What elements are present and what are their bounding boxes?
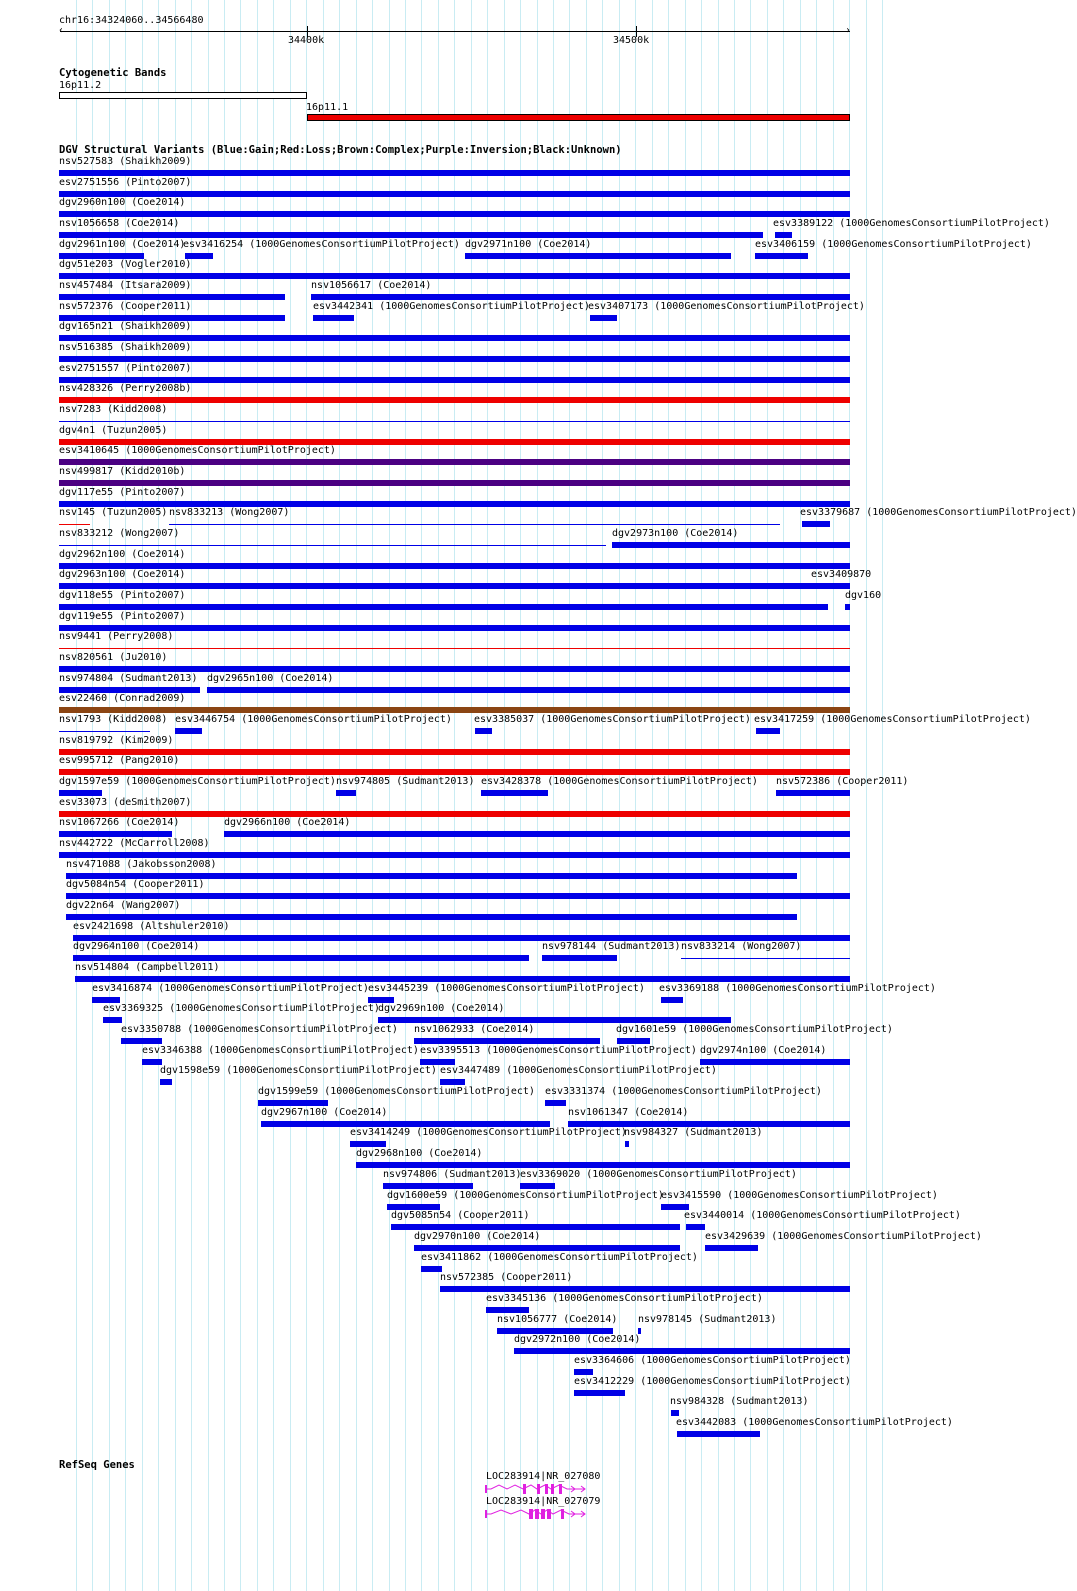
dgv-feature-bar[interactable]	[59, 625, 850, 631]
dgv-feature-bar[interactable]	[59, 790, 102, 796]
dgv-feature-label[interactable]: nsv457484 (Itsara2009)	[59, 280, 192, 291]
dgv-feature-bar[interactable]	[59, 666, 850, 672]
dgv-feature-label[interactable]: dgv160	[845, 590, 882, 601]
dgv-feature-label[interactable]: nsv978145 (Sudmant2013)	[638, 1314, 777, 1325]
dgv-feature-label[interactable]: nsv9441 (Perry2008)	[59, 631, 174, 642]
dgv-feature-bar[interactable]	[574, 1390, 625, 1396]
dgv-feature-bar[interactable]	[59, 480, 850, 486]
dgv-feature-bar[interactable]	[414, 1038, 600, 1044]
dgv-track-title[interactable]: DGV Structural Variants (Blue:Gain;Red:Loss;Brown:Complex;Purple:Inversion;Black:Unknown)	[59, 144, 622, 156]
dgv-feature-bar[interactable]	[440, 1286, 850, 1292]
dgv-feature-label[interactable]: nsv442722 (McCarroll2008)	[59, 838, 210, 849]
dgv-feature-label[interactable]: dgv1599e59 (1000GenomesConsortiumPilotProject)	[258, 1086, 535, 1097]
dgv-feature-label[interactable]: dgv165n21 (Shaikh2009)	[59, 321, 192, 332]
dgv-feature-bar[interactable]	[169, 524, 780, 525]
ruler-right-arrow: ›	[845, 25, 852, 36]
dgv-feature-label[interactable]: esv2751557 (Pinto2007)	[59, 363, 192, 374]
dgv-feature-bar[interactable]	[677, 1431, 760, 1437]
dgv-feature-bar[interactable]	[59, 211, 850, 217]
dgv-feature-bar[interactable]	[59, 583, 850, 589]
dgv-feature-label[interactable]: esv3429639 (1000GenomesConsortiumPilotProject)	[705, 1231, 982, 1242]
dgv-feature-label[interactable]: nsv1062933 (Coe2014)	[414, 1024, 535, 1035]
gene-label[interactable]: LOC283914|NR_027080	[486, 1471, 601, 1482]
dgv-feature-bar[interactable]	[258, 1100, 328, 1106]
dgv-feature-bar[interactable]	[66, 914, 797, 920]
dgv-feature-label[interactable]: dgv2964n100 (Coe2014)	[73, 941, 200, 952]
dgv-feature-label[interactable]: nsv833212 (Wong2007)	[59, 528, 180, 539]
dgv-feature-label[interactable]: dgv1601e59 (1000GenomesConsortiumPilotProject)	[616, 1024, 893, 1035]
dgv-feature-label[interactable]: esv3428378 (1000GenomesConsortiumPilotProject)	[481, 776, 758, 787]
cytoband-label[interactable]: 16p11.1	[306, 102, 349, 113]
dgv-feature-bar[interactable]	[59, 421, 850, 422]
dgv-feature-label[interactable]: nsv572386 (Cooper2011)	[776, 776, 909, 787]
dgv-feature-label[interactable]: nsv820561 (Ju2010)	[59, 652, 168, 663]
dgv-feature-label[interactable]: esv995712 (Pang2010)	[59, 755, 180, 766]
gene-model-nr-027080[interactable]	[485, 1482, 589, 1496]
dgv-feature-label[interactable]: dgv2970n100 (Coe2014)	[414, 1231, 541, 1242]
dgv-feature-bar[interactable]	[121, 1038, 162, 1044]
dgv-feature-label[interactable]: nsv471088 (Jakobsson2008)	[66, 859, 217, 870]
dgv-feature-label[interactable]: esv3364606 (1000GenomesConsortiumPilotProject)	[574, 1355, 851, 1366]
dgv-feature-bar[interactable]	[755, 253, 808, 259]
ruler-tick-label: 34400k	[288, 35, 325, 46]
cytoband-16p11-1[interactable]	[307, 114, 850, 121]
ruler-axis	[60, 31, 850, 32]
dgv-feature-label[interactable]: esv3369020 (1000GenomesConsortiumPilotProject)	[520, 1169, 797, 1180]
dgv-feature-label[interactable]: esv2421698 (Altshuler2010)	[73, 921, 230, 932]
dgv-feature-bar[interactable]	[414, 1245, 680, 1251]
dgv-feature-bar[interactable]	[802, 521, 830, 527]
ruler-region-label: chr16:34324060..34566480	[59, 15, 204, 26]
dgv-feature-bar[interactable]	[59, 294, 285, 300]
dgv-feature-bar[interactable]	[440, 1079, 465, 1085]
dgv-feature-label[interactable]: dgv1600e59 (1000GenomesConsortiumPilotProject)	[387, 1190, 664, 1201]
dgv-feature-label[interactable]: nsv516385 (Shaikh2009)	[59, 342, 192, 353]
dgv-feature-bar[interactable]	[59, 170, 850, 176]
dgv-feature-bar[interactable]	[625, 1141, 629, 1147]
dgv-feature-bar[interactable]	[356, 1162, 850, 1168]
ruler-left-arrow: ‹	[58, 25, 65, 36]
dgv-feature-label[interactable]: esv3410645 (1000GenomesConsortiumPilotProject)	[59, 445, 336, 456]
dgv-feature-label[interactable]: dgv4n1 (Tuzun2005)	[59, 425, 168, 436]
dgv-feature-label[interactable]: esv3447489 (1000GenomesConsortiumPilotProject)	[440, 1065, 717, 1076]
dgv-feature-bar[interactable]	[590, 315, 617, 321]
dgv-feature-label[interactable]: nsv1056617 (Coe2014)	[311, 280, 432, 291]
dgv-feature-label[interactable]: esv3442083 (1000GenomesConsortiumPilotProject)	[676, 1417, 953, 1428]
dgv-feature-label[interactable]: dgv2967n100 (Coe2014)	[261, 1107, 388, 1118]
dgv-feature-bar[interactable]	[383, 1183, 473, 1189]
dgv-feature-label[interactable]: esv3331374 (1000GenomesConsortiumPilotProject)	[545, 1086, 822, 1097]
dgv-feature-label[interactable]: dgv119e55 (Pinto2007)	[59, 611, 186, 622]
dgv-feature-label[interactable]: esv3369325 (1000GenomesConsortiumPilotProject)	[103, 1003, 380, 1014]
dgv-feature-label[interactable]: nsv819792 (Kim2009)	[59, 735, 174, 746]
dgv-feature-bar[interactable]	[103, 1017, 122, 1023]
dgv-feature-bar[interactable]	[421, 1266, 442, 1272]
dgv-feature-bar[interactable]	[350, 1141, 386, 1147]
ruler-tick-label: 34500k	[613, 35, 650, 46]
dgv-feature-bar[interactable]	[59, 459, 850, 465]
dgv-feature-bar[interactable]	[336, 790, 356, 796]
dgv-feature-label[interactable]: nsv978144 (Sudmant2013)	[542, 941, 681, 952]
dgv-feature-label[interactable]: esv3350788 (1000GenomesConsortiumPilotProject)	[121, 1024, 398, 1035]
dgv-feature-bar[interactable]	[59, 397, 850, 403]
dgv-feature-bar[interactable]	[59, 273, 850, 279]
dgv-feature-label[interactable]: nsv1061347 (Coe2014)	[568, 1107, 689, 1118]
dgv-feature-bar[interactable]	[486, 1307, 529, 1313]
dgv-feature-label[interactable]: esv3369188 (1000GenomesConsortiumPilotProject)	[659, 983, 936, 994]
dgv-feature-label[interactable]: dgv2968n100 (Coe2014)	[356, 1148, 483, 1159]
dgv-feature-bar[interactable]	[686, 1224, 705, 1230]
dgv-feature-label[interactable]: dgv2963n100 (Coe2014)	[59, 569, 186, 580]
dgv-feature-bar[interactable]	[776, 790, 850, 796]
dgv-feature-bar[interactable]	[313, 315, 354, 321]
dgv-feature-label[interactable]: dgv2974n100 (Coe2014)	[700, 1045, 827, 1056]
dgv-feature-label[interactable]: nsv514804 (Campbell2011)	[75, 962, 220, 973]
dgv-feature-label[interactable]: nsv974804 (Sudmant2013)	[59, 673, 198, 684]
dgv-feature-label[interactable]: esv3385037 (1000GenomesConsortiumPilotProject)	[474, 714, 751, 725]
dgv-feature-label[interactable]: esv3406159 (1000GenomesConsortiumPilotProject)	[755, 239, 1032, 250]
dgv-feature-bar[interactable]	[59, 648, 850, 649]
dgv-feature-label[interactable]: esv3445239 (1000GenomesConsortiumPilotProject)	[368, 983, 645, 994]
dgv-feature-bar[interactable]	[545, 1100, 566, 1106]
dgv-feature-bar[interactable]	[391, 1224, 680, 1230]
dgv-feature-label[interactable]: dgv1597e59 (1000GenomesConsortiumPilotProject)	[59, 776, 336, 787]
dgv-feature-bar[interactable]	[59, 831, 172, 837]
dgv-feature-bar[interactable]	[59, 335, 850, 341]
dgv-feature-label[interactable]: nsv1056658 (Coe2014)	[59, 218, 180, 229]
dgv-feature-bar[interactable]	[59, 524, 90, 525]
dgv-feature-bar[interactable]	[520, 1183, 555, 1189]
dgv-feature-label[interactable]: esv2751556 (Pinto2007)	[59, 177, 192, 188]
dgv-feature-label[interactable]: nsv984327 (Sudmant2013)	[624, 1127, 763, 1138]
dgv-feature-bar[interactable]	[59, 707, 850, 713]
dgv-feature-label[interactable]: nsv1793 (Kidd2008)	[59, 714, 168, 725]
dgv-feature-bar[interactable]	[465, 253, 731, 259]
dgv-feature-label[interactable]: esv3389122 (1000GenomesConsortiumPilotProject)	[773, 218, 1050, 229]
dgv-feature-label[interactable]: esv3446754 (1000GenomesConsortiumPilotProject)	[175, 714, 452, 725]
dgv-feature-bar[interactable]	[59, 356, 850, 362]
dgv-feature-bar[interactable]	[59, 852, 850, 858]
dgv-feature-label[interactable]: nsv1056777 (Coe2014)	[497, 1314, 618, 1325]
dgv-feature-label[interactable]: esv3442341 (1000GenomesConsortiumPilotProject)	[313, 301, 590, 312]
dgv-feature-label[interactable]: nsv428326 (Perry2008b)	[59, 383, 192, 394]
dgv-feature-label[interactable]: nsv572376 (Cooper2011)	[59, 301, 192, 312]
dgv-feature-label[interactable]: esv3440014 (1000GenomesConsortiumPilotProject)	[684, 1210, 961, 1221]
dgv-feature-bar[interactable]	[612, 542, 850, 548]
dgv-feature-label[interactable]: nsv7283 (Kidd2008)	[59, 404, 168, 415]
dgv-feature-bar[interactable]	[671, 1410, 679, 1416]
dgv-feature-bar[interactable]	[75, 976, 850, 982]
dgv-feature-label[interactable]: dgv5085n54 (Cooper2011)	[391, 1210, 530, 1221]
dgv-feature-label[interactable]: dgv2973n100 (Coe2014)	[612, 528, 739, 539]
gene-label[interactable]: LOC283914|NR_027079	[486, 1496, 601, 1507]
dgv-feature-label[interactable]: nsv974805 (Sudmant2013)	[336, 776, 475, 787]
dgv-feature-label[interactable]: dgv2962n100 (Coe2014)	[59, 549, 186, 560]
dgv-feature-label[interactable]: esv3416874 (1000GenomesConsortiumPilotProject)	[92, 983, 369, 994]
dgv-feature-bar[interactable]	[59, 731, 150, 732]
dgv-feature-label[interactable]: esv3379687 (1000GenomesConsortiumPilotProject)	[800, 507, 1077, 518]
dgv-feature-label[interactable]: nsv984328 (Sudmant2013)	[670, 1396, 809, 1407]
dgv-feature-label[interactable]: esv3415590 (1000GenomesConsortiumPilotProject)	[661, 1190, 938, 1201]
dgv-feature-bar[interactable]	[475, 728, 492, 734]
dgv-feature-label[interactable]: nsv833213 (Wong2007)	[169, 507, 290, 518]
dgv-feature-bar[interactable]	[142, 1059, 162, 1065]
dgv-feature-bar[interactable]	[73, 955, 529, 961]
dgv-feature-label[interactable]: esv3395513 (1000GenomesConsortiumPilotProject)	[420, 1045, 697, 1056]
dgv-feature-bar[interactable]	[775, 232, 792, 238]
dgv-feature-label[interactable]: dgv117e55 (Pinto2007)	[59, 487, 186, 498]
dgv-feature-bar[interactable]	[617, 1038, 650, 1044]
dgv-feature-label[interactable]: esv3414249 (1000GenomesConsortiumPilotProject)	[350, 1127, 627, 1138]
dgv-feature-label[interactable]: nsv145 (Tuzun2005)	[59, 507, 168, 518]
dgv-feature-label[interactable]: esv3407173 (1000GenomesConsortiumPilotProject)	[588, 301, 865, 312]
dgv-feature-label[interactable]: esv3346388 (1000GenomesConsortiumPilotProject)	[142, 1045, 419, 1056]
dgv-feature-label[interactable]: nsv974806 (Sudmant2013)	[383, 1169, 522, 1180]
dgv-feature-bar[interactable]	[705, 1245, 758, 1251]
dgv-feature-bar[interactable]	[160, 1079, 172, 1085]
dgv-feature-bar[interactable]	[59, 769, 850, 775]
gene-model-nr-027079[interactable]	[485, 1507, 589, 1521]
dgv-feature-label[interactable]: nsv833214 (Wong2007)	[681, 941, 802, 952]
dgv-feature-bar[interactable]	[574, 1369, 593, 1375]
dgv-feature-label[interactable]: dgv2972n100 (Coe2014)	[514, 1334, 641, 1345]
dgv-feature-bar[interactable]	[661, 997, 683, 1003]
dgv-feature-label[interactable]: esv3416254 (1000GenomesConsortiumPilotProject)	[183, 239, 460, 250]
dgv-feature-label[interactable]: esv3417259 (1000GenomesConsortiumPilotProject)	[754, 714, 1031, 725]
dgv-feature-label[interactable]: nsv1067266 (Coe2014)	[59, 817, 180, 828]
dgv-feature-bar[interactable]	[514, 1348, 850, 1354]
dgv-feature-label[interactable]: dgv2965n100 (Coe2014)	[207, 673, 334, 684]
dgv-feature-bar[interactable]	[207, 687, 850, 693]
cytoband-16p11-2[interactable]	[59, 92, 307, 99]
cytoband-track-title[interactable]: Cytogenetic Bands	[59, 67, 167, 79]
dgv-feature-label[interactable]: nsv499817 (Kidd2010b)	[59, 466, 186, 477]
dgv-feature-bar[interactable]	[811, 583, 822, 589]
dgv-feature-bar[interactable]	[542, 955, 617, 961]
dgv-feature-label[interactable]: esv3412229 (1000GenomesConsortiumPilotProject)	[574, 1376, 851, 1387]
dgv-feature-label[interactable]: dgv2969n100 (Coe2014)	[378, 1003, 505, 1014]
dgv-feature-bar[interactable]	[845, 604, 850, 610]
dgv-feature-label[interactable]: dgv51e203 (Vogler2010)	[59, 259, 192, 270]
dgv-feature-bar[interactable]	[681, 958, 850, 959]
refseq-track-title[interactable]: RefSeq Genes	[59, 1459, 135, 1471]
dgv-feature-label[interactable]: esv3411862 (1000GenomesConsortiumPilotProject)	[421, 1252, 698, 1263]
dgv-feature-bar[interactable]	[59, 545, 606, 546]
dgv-feature-label[interactable]: nsv527583 (Shaikh2009)	[59, 156, 192, 167]
dgv-feature-bar[interactable]	[311, 294, 850, 300]
dgv-feature-label[interactable]: esv33073 (deSmith2007)	[59, 797, 192, 808]
dgv-feature-label[interactable]: esv3409870	[811, 569, 872, 580]
dgv-feature-bar[interactable]	[66, 893, 850, 899]
dgv-feature-label[interactable]: esv22460 (Conrad2009)	[59, 693, 186, 704]
dgv-feature-label[interactable]: dgv118e55 (Pinto2007)	[59, 590, 186, 601]
dgv-feature-bar[interactable]	[481, 790, 548, 796]
dgv-feature-label[interactable]: dgv1598e59 (1000GenomesConsortiumPilotProject)	[160, 1065, 437, 1076]
dgv-feature-label[interactable]: dgv22n64 (Wang2007)	[66, 900, 181, 911]
dgv-feature-bar[interactable]	[224, 831, 850, 837]
dgv-feature-bar[interactable]	[700, 1059, 850, 1065]
dgv-feature-label[interactable]: dgv2960n100 (Coe2014)	[59, 197, 186, 208]
dgv-feature-bar[interactable]	[175, 728, 202, 734]
dgv-feature-label[interactable]: esv3345136 (1000GenomesConsortiumPilotProject)	[486, 1293, 763, 1304]
dgv-feature-label[interactable]: dgv5084n54 (Cooper2011)	[66, 879, 205, 890]
dgv-feature-bar[interactable]	[756, 728, 780, 734]
dgv-feature-bar[interactable]	[59, 604, 828, 610]
dgv-feature-label[interactable]: nsv572385 (Cooper2011)	[440, 1272, 573, 1283]
dgv-feature-label[interactable]: dgv2961n100 (Coe2014)	[59, 239, 186, 250]
dgv-feature-label[interactable]: dgv2971n100 (Coe2014)	[465, 239, 592, 250]
dgv-feature-bar[interactable]	[59, 232, 763, 238]
dgv-feature-label[interactable]: dgv2966n100 (Coe2014)	[224, 817, 351, 828]
dgv-feature-bar[interactable]	[378, 1017, 731, 1023]
cytoband-label[interactable]: 16p11.2	[59, 80, 102, 91]
